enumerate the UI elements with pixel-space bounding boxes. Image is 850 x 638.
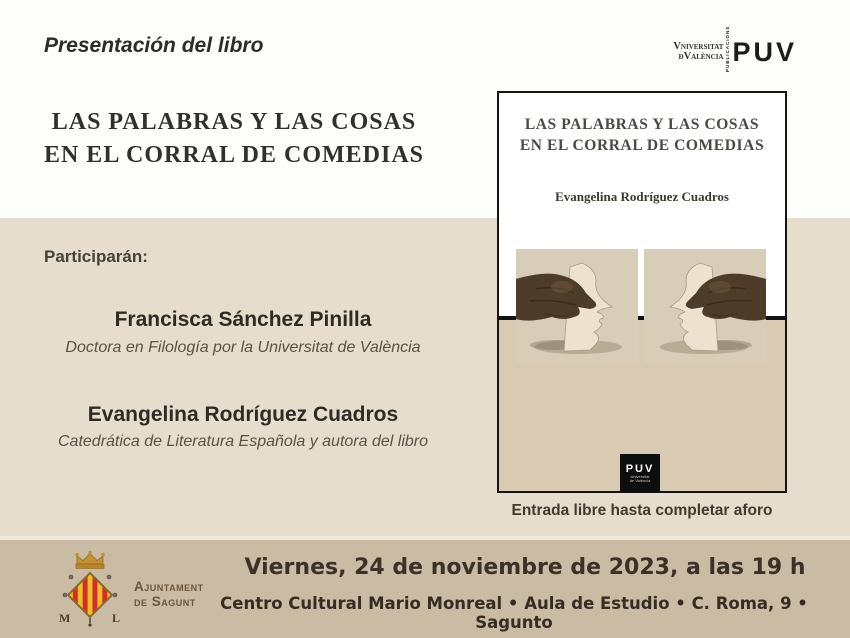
municipality-line1: Ajuntament [134, 579, 204, 594]
uv-wordmark-line2: đValència [678, 51, 724, 62]
admission-note: Entrada libre hasta completar aforo [511, 502, 773, 519]
cover-title [499, 114, 785, 156]
cover-title-line1: LAS PALABRAS Y LAS COSAS [524, 116, 760, 133]
puv-acronym: PUV [732, 36, 797, 67]
speaker-name: Francisca Sánchez Pinilla [114, 308, 372, 331]
hand-mask-illustration-icon [644, 249, 766, 363]
sagunt-coat-of-arms-icon [57, 551, 123, 631]
uv-wordmark-line1: Vniversitat [673, 41, 724, 52]
event-title-line1: LAS PALABRAS Y LAS COSAS [51, 109, 417, 135]
svg-text:M: M [59, 611, 71, 625]
event-venue: Centro Cultural Mario Monreal • Aula de Estudio • C. Roma, 9 • Sagunto [220, 594, 808, 632]
hand-holding-mask-photo-left [516, 249, 638, 363]
cover-title-line2: EN EL CORRAL DE COMEDIAS [519, 137, 765, 154]
event-date-time: Viernes, 24 de noviembre de 2023, a las 19 h [244, 555, 806, 580]
book-cover [497, 91, 787, 493]
puv-publisher-subtext: Universitat de València [629, 473, 651, 483]
svg-text:L: L [112, 611, 121, 625]
speaker-role: Doctora en Filología por la Universitat de València [65, 339, 421, 356]
cover-author: Evangelina Rodríguez Cuadros [555, 189, 729, 204]
event-title [6, 106, 462, 172]
hand-mask-illustration-icon [516, 249, 638, 363]
puv-publisher-acronym: PUV [625, 462, 655, 475]
event-title-line2: EN EL CORRAL DE COMEDIAS [43, 142, 425, 168]
publicacions-vertical-label: PUBLICACIONS [725, 25, 731, 72]
speaker-name: Evangelina Rodríguez Cuadros [87, 403, 399, 426]
uv-wordmark [673, 42, 726, 62]
participants-heading: Participarán: [44, 247, 148, 266]
hand-holding-mask-photo-right [644, 249, 766, 363]
municipality-line2: de Sagunt [134, 594, 196, 609]
universitat-valencia-puv-logo [652, 27, 797, 77]
speaker-role: Catedrática de Literatura Española y autora del libro [58, 433, 428, 450]
presentation-kicker: Presentación del libro [44, 34, 264, 57]
puv-publisher-logo [620, 454, 660, 492]
